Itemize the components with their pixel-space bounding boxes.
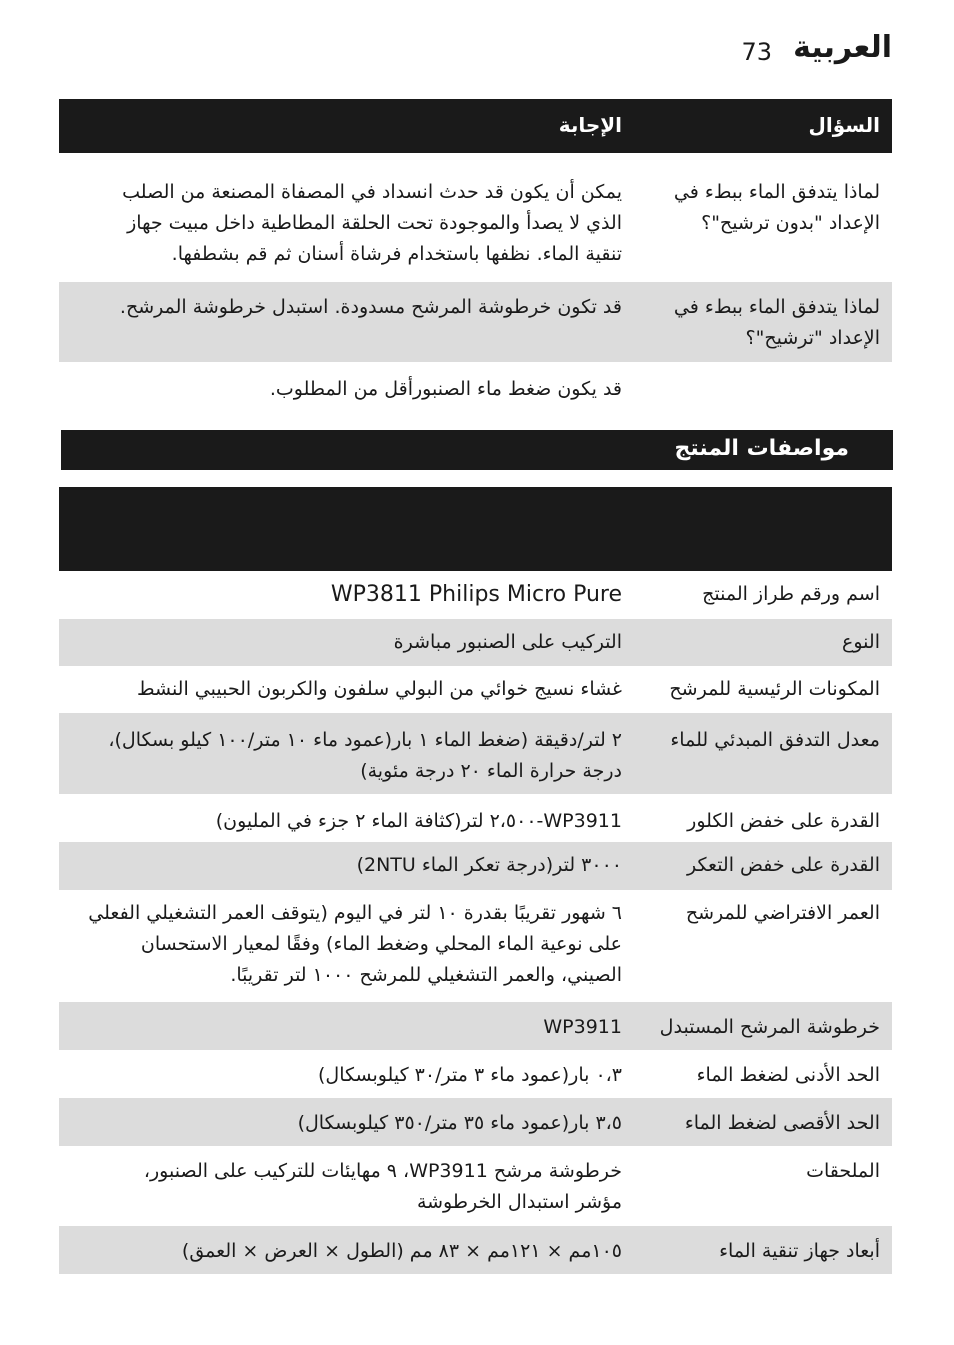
spec-label: الحد الأقصى لضغط الماء (684, 1112, 880, 1134)
faq-answer: قد تكون خرطوشة المرشح مسدودة. استبدل خرطوشة المرشح. (119, 296, 622, 318)
spec-row (59, 794, 892, 842)
spec-value: خرطوشة مرشح WP3911، ٩ مهايئات للتركيب على الصنبور، مؤشر استبدال الخرطوشة (143, 1160, 622, 1213)
faq-question-header: السؤال (808, 113, 880, 137)
spec-label: الملحقات (806, 1160, 880, 1182)
specs-title-bar (61, 430, 893, 470)
spec-label: العمر الافتراضي للمرشح (685, 902, 880, 924)
specs-title: مواصفات المنتج (674, 436, 849, 461)
spec-value: ٠،٣ بار(عمود ماء ٣ متر/٣٠ كيلوبسكال) (318, 1064, 622, 1086)
spec-row (59, 713, 892, 794)
page-number: 73 (741, 38, 772, 66)
spec-value: WP3811 Philips Micro Pure (330, 582, 622, 607)
spec-value: WP3911-٢،٥٠٠ لتر(كثافة الماء ٢ جزء في المليون) (215, 810, 622, 832)
spec-row (59, 842, 892, 890)
spec-value: ٦ شهور تقريبًا بقدرة ١٠ لتر في اليوم (يتوقف العمر التشغيلي الفعلي على نوعية الماء المحلي وضغط الماء) وفقًا لمعيار الاستحسان الصيني، والعمر التشغيلي للمرشح ١٠٠٠ لتر تقريبًا. (88, 902, 622, 986)
faq-row (59, 362, 892, 422)
spec-label: القدرة على خفض التعكر (687, 854, 880, 876)
faq-answer: قد يكون ضغط ماء الصنبورأقل من المطلوب. (269, 378, 622, 400)
spec-label: المكونات الرئيسية للمرشح (669, 678, 880, 700)
spec-value: WP3911 (543, 1016, 622, 1038)
spec-label: معدل التدفق المبدئي للماء (670, 729, 880, 751)
specs-table (59, 571, 892, 1274)
faq-answer: يمكن أن يكون قد حدث انسداد في المصفاة المصنعة من الصلب الذي لا يصدأ والموجودة تحت الحلقة المطاطية داخل مبيت جهاز تنقية الماء. نظفها باستخدام فرشاة أسنان ثم قم بشطفها. (122, 181, 622, 265)
spec-value: ٣٠٠٠ لتر(درجة تعكر الماء 2NTU) (356, 854, 622, 876)
spec-label: الحد الأدنى لضغط الماء (696, 1064, 880, 1086)
specs-header-bar (59, 487, 892, 571)
spec-label: القدرة على خفض الكلور (687, 810, 880, 832)
spec-value: ٢ لتر/دقيقة (ضغط الماء ١ بار(عمود ماء ١٠ متر/١٠٠ كيلو بسكال)، درجة حرارة الماء ٢٠ درجة مئوية) (108, 729, 622, 782)
faq-question: لماذا يتدفق الماء ببطء في الإعداد "ترشيح"؟ (673, 296, 880, 349)
spec-row (59, 666, 892, 713)
faq-question: لماذا يتدفق الماء ببطء في الإعداد "بدون ترشيح"؟ (673, 181, 880, 234)
language-title: العربية (793, 30, 892, 65)
spec-row (59, 1146, 892, 1226)
spec-row (59, 1050, 892, 1098)
page-header (62, 30, 892, 80)
spec-value: ٣،٥ بار(عمود ماء ٣٥ متر/٣٥٠ كيلوبسكال) (297, 1112, 622, 1134)
spec-row (59, 890, 892, 1002)
faq-table (59, 99, 892, 422)
spec-value: ١٠٥مم × ١٢١مم × ٨٣ مم (الطول × العرض × العمق) (181, 1240, 622, 1262)
spec-label: اسم ورقم طراز المنتج (702, 583, 880, 605)
faq-header-row (59, 99, 892, 153)
faq-row (59, 282, 892, 362)
spec-row (59, 1002, 892, 1050)
spec-row (59, 571, 892, 619)
spec-label: النوع (842, 631, 880, 653)
faq-row (59, 177, 892, 282)
spec-value: التركيب على الصنبور مباشرة (393, 631, 622, 653)
spec-row (59, 1226, 892, 1274)
faq-answer-header: الإجابة (558, 113, 622, 137)
spec-label: أبعاد جهاز تنقية الماء (719, 1240, 880, 1262)
faq-question (640, 374, 892, 422)
spec-label: خرطوشة المرشح المستبدل (659, 1016, 880, 1038)
spec-row (59, 1098, 892, 1146)
spec-value: غشاء نسيج خوائي من البولي سلفون والكربون الحبيبي النشط (136, 678, 622, 700)
spec-row (59, 619, 892, 666)
